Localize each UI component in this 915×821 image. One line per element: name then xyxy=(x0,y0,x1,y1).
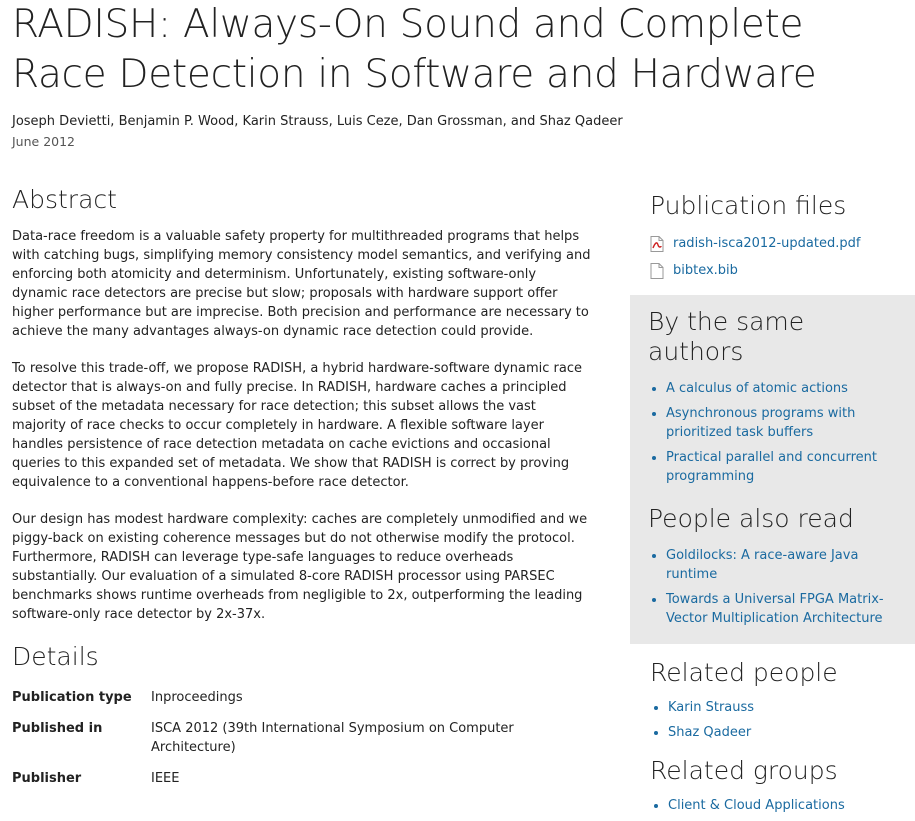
list-item xyxy=(668,796,895,815)
related-person-link[interactable]: Karin Strauss xyxy=(668,700,755,715)
details-label: Publisher xyxy=(12,771,82,786)
related-groups-list xyxy=(650,796,895,815)
related-people-section xyxy=(630,644,915,742)
related-people-heading: Related people xyxy=(650,658,838,687)
same-authors-link[interactable]: A calculus of atomic actions xyxy=(666,381,848,396)
same-authors-link[interactable]: Asynchronous programs with prioritized task buffers xyxy=(666,406,856,440)
same-authors-list xyxy=(648,379,897,486)
publication-files-heading: Publication files xyxy=(650,191,847,220)
file-item[interactable] xyxy=(650,235,895,253)
abstract-paragraph: Data-race freedom is a valuable safety property for multithreaded programs that helps with catching bugs, simplifying memory consistency model semantics, and verifying and enforcing both atomicity and determinism. Unfortunately, existing software-only dynamic race detectors are precise but slow; proposals with hardware support offer higher performance but are imprecise. Both precision and performance are necessary to achieve the many advantages always-on dynamic race detection could provide. xyxy=(12,229,591,339)
list-item xyxy=(668,698,895,717)
list-item xyxy=(666,404,897,442)
list-item xyxy=(666,379,897,398)
details-label: Published in xyxy=(12,721,103,736)
main-content xyxy=(12,185,592,800)
same-authors-link[interactable]: Practical parallel and concurrent programming xyxy=(666,450,877,484)
file-list xyxy=(650,235,895,280)
related-groups-section xyxy=(630,748,915,815)
sidebar xyxy=(630,185,915,821)
details-row-publication-type xyxy=(12,688,592,707)
authors-line: Joseph Devietti, Benjamin P. Wood, Karin Strauss, Luis Ceze, Dan Grossman, and Shaz Qadeer xyxy=(12,114,623,129)
recommendations-panel xyxy=(630,295,915,644)
details-value: IEEE xyxy=(151,771,180,786)
bibtex-file-link[interactable]: bibtex.bib xyxy=(673,263,738,278)
file-icon xyxy=(650,263,664,279)
list-item xyxy=(666,546,897,584)
page-title: RADISH: Always-On Sound and Complete Race Detection in Software and Hardware xyxy=(12,2,817,97)
also-read-list xyxy=(648,546,897,628)
details-row-published-in xyxy=(12,719,592,757)
details-label: Publication type xyxy=(12,690,132,705)
details-value: Inproceedings xyxy=(151,690,243,705)
also-read-link[interactable]: Towards a Universal FPGA Matrix-Vector Multiplication Architecture xyxy=(666,592,884,626)
related-person-link[interactable]: Shaz Qadeer xyxy=(668,725,752,740)
abstract-paragraph: Our design has modest hardware complexity: caches are completely unmodified and we piggy-back on existing coherence messages but do not otherwise modify the protocol. Furthermore, RADISH can leverage type-safe languages to reduce overheads substantially. Our evaluation of a simulated 8-core RADISH processor using PARSEC benchmarks shows runtime overheads from negligible to 2x, outperforming the leading software-only race detector by 2x-37x. xyxy=(12,512,588,622)
details-row-publisher xyxy=(12,769,592,788)
pdf-file-icon xyxy=(650,236,664,252)
list-item xyxy=(668,723,895,742)
details-value: ISCA 2012 (39th International Symposium on Computer Architecture) xyxy=(151,721,514,755)
pdf-file-link[interactable]: radish-isca2012-updated.pdf xyxy=(673,236,861,251)
list-item xyxy=(666,590,897,628)
related-people-list xyxy=(650,698,895,742)
details-heading: Details xyxy=(12,642,99,671)
same-authors-heading: By the same authors xyxy=(648,307,805,366)
related-group-link[interactable]: Client & Cloud Applications xyxy=(668,798,845,813)
related-groups-heading: Related groups xyxy=(650,756,838,785)
section-gap xyxy=(648,492,897,504)
also-read-link[interactable]: Goldilocks: A race-aware Java runtime xyxy=(666,548,859,582)
also-read-heading: People also read xyxy=(648,504,854,533)
publication-files-section xyxy=(630,185,915,295)
abstract-heading: Abstract xyxy=(12,185,117,214)
file-item[interactable] xyxy=(650,262,895,280)
publication-date: June 2012 xyxy=(12,134,76,149)
list-item xyxy=(666,448,897,486)
abstract-paragraph: To resolve this trade-off, we propose RADISH, a hybrid hardware-software dynamic race detector that is always-on and fully precise. In RADISH, hardware caches a principled subset of the metadata necessary for race detection; this subset allows the vast majority of race checks to occur completely in hardware. A flexible software layer handles persistence of race detection metadata on cache evictions and occasional queries to this expanded set of metadata. We show that RADISH is correct by proving equivalence to a conventional happens-before race detector. xyxy=(12,361,582,490)
